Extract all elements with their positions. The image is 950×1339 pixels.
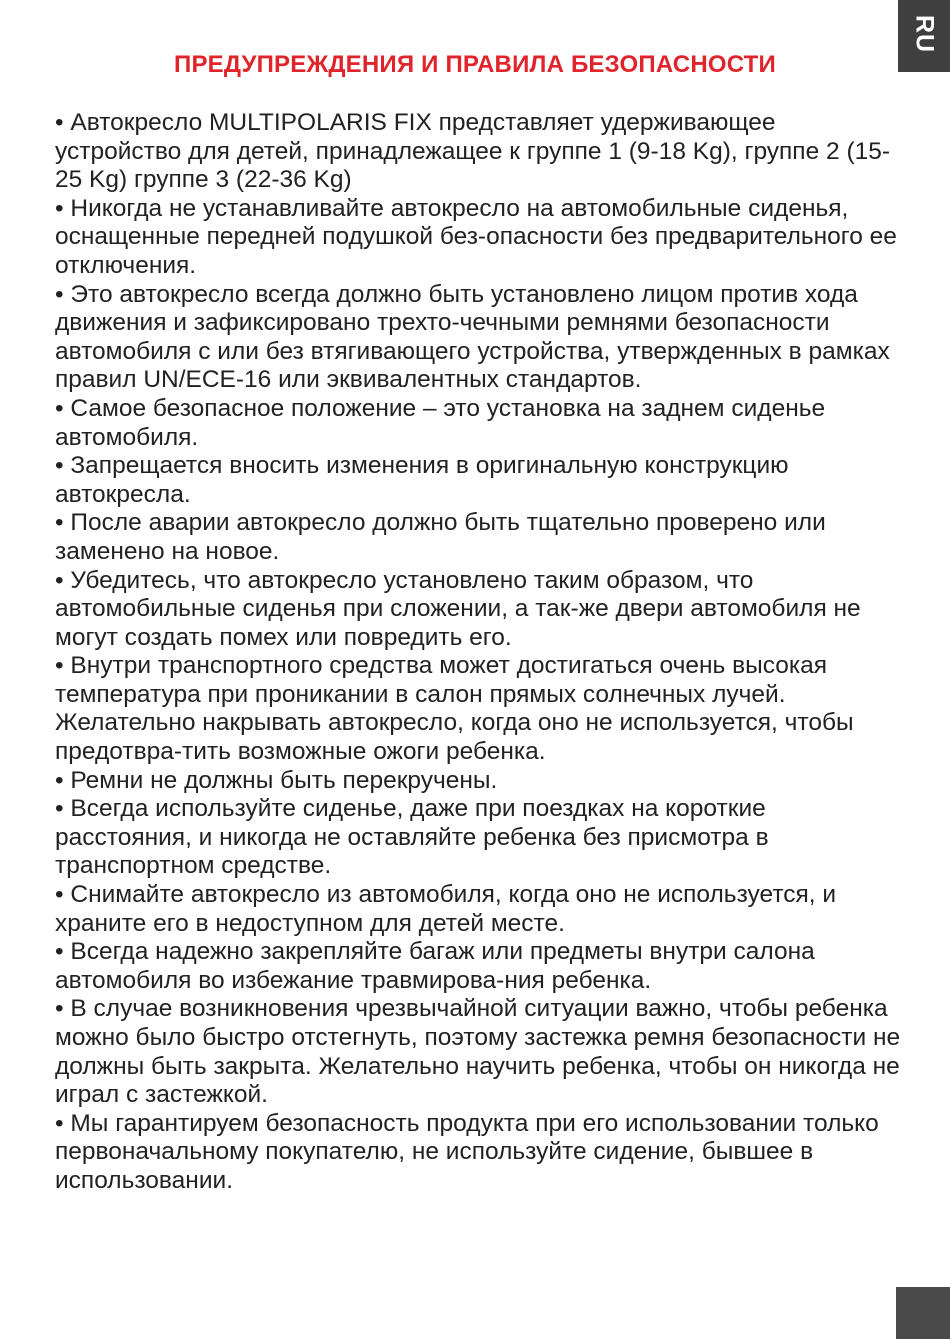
warning-item: • Убедитесь, что автокресло установлено таким образом, что автомобильные сиденья при сложении, а так-же двери автомобиля не могут создать помех или повредить его. bbox=[55, 566, 861, 651]
language-tab-label: RU bbox=[910, 14, 939, 54]
warning-item: • Мы гарантируем безопасность продукта при его использовании только первоначальному покупателю, не используйте сидение, бывшее в использовании. bbox=[55, 1109, 879, 1194]
warning-item: • Всегда надежно закрепляйте багаж или предметы внутри салона автомобиля во избежание травмирова-ния ребенка. bbox=[55, 938, 815, 994]
warning-item: • Автокресло MULTIPOLARIS FIX представляет удерживающее устройство для детей, принадлежащее к группе 1 (9-18 Kg), группе 2 (15-25 Kg) группе 3 (22-36 Kg) bbox=[55, 109, 891, 194]
warning-item: • Запрещается вносить изменения в оригинальную конструкцию автокресла. bbox=[55, 452, 789, 508]
warning-item: • Самое безопасное положение – это установка на заднем сиденье автомобиля. bbox=[55, 394, 826, 451]
warning-item: • После аварии автокресло должно быть тщательно проверено или заменено на новое. bbox=[55, 509, 826, 565]
page-corner-block bbox=[896, 1287, 950, 1339]
warning-item: • Снимайте автокресло из автомобиля, когда оно не используется, и храните его в недоступном для детей месте. bbox=[55, 881, 837, 937]
warning-item: • Никогда не устанавливайте автокресло на автомобильные сиденья, оснащенные передней подушкой без-опасности без предварительного ее отключения. bbox=[55, 194, 897, 279]
warning-item: • Ремни не должны быть перекручены. bbox=[55, 766, 498, 794]
warning-item: • Это автокресло всегда должно быть установлено лицом против хода движения и зафиксировано трехто-чечными ремнями безопасности автомобиля с или без втягивающего устройства, утвержденных в рамках правил UN/ECE-16 или эквивалентных стандартов. bbox=[55, 280, 890, 394]
page-title: ПРЕДУПРЕЖДЕНИЯ И ПРАВИЛА БЕЗОПАСНОСТИ bbox=[174, 51, 776, 78]
warning-item: • Внутри транспортного средства может достигаться очень высокая температура при проникании в салон прямых солнечных лучей. Желательно накрывать автокресло, когда оно не используется, чтобы предотвра-тить возможные ожоги ребенка. bbox=[55, 652, 854, 766]
warnings-list bbox=[55, 109, 905, 1196]
warning-item: • Всегда используйте сиденье, даже при поездках на короткие расстояния, и никогда не оставляйте ребенка без присмотра в транспортном средстве. bbox=[55, 795, 769, 880]
warning-item: • В случае возникновения чрезвычайной ситуации важно, чтобы ребенка можно было быстро отстегнуть, поэтому застежка ремня безопасности не должны быть закрыта. Желательно научить ребенка, чтобы он никогда не играл с застежкой. bbox=[55, 995, 901, 1109]
